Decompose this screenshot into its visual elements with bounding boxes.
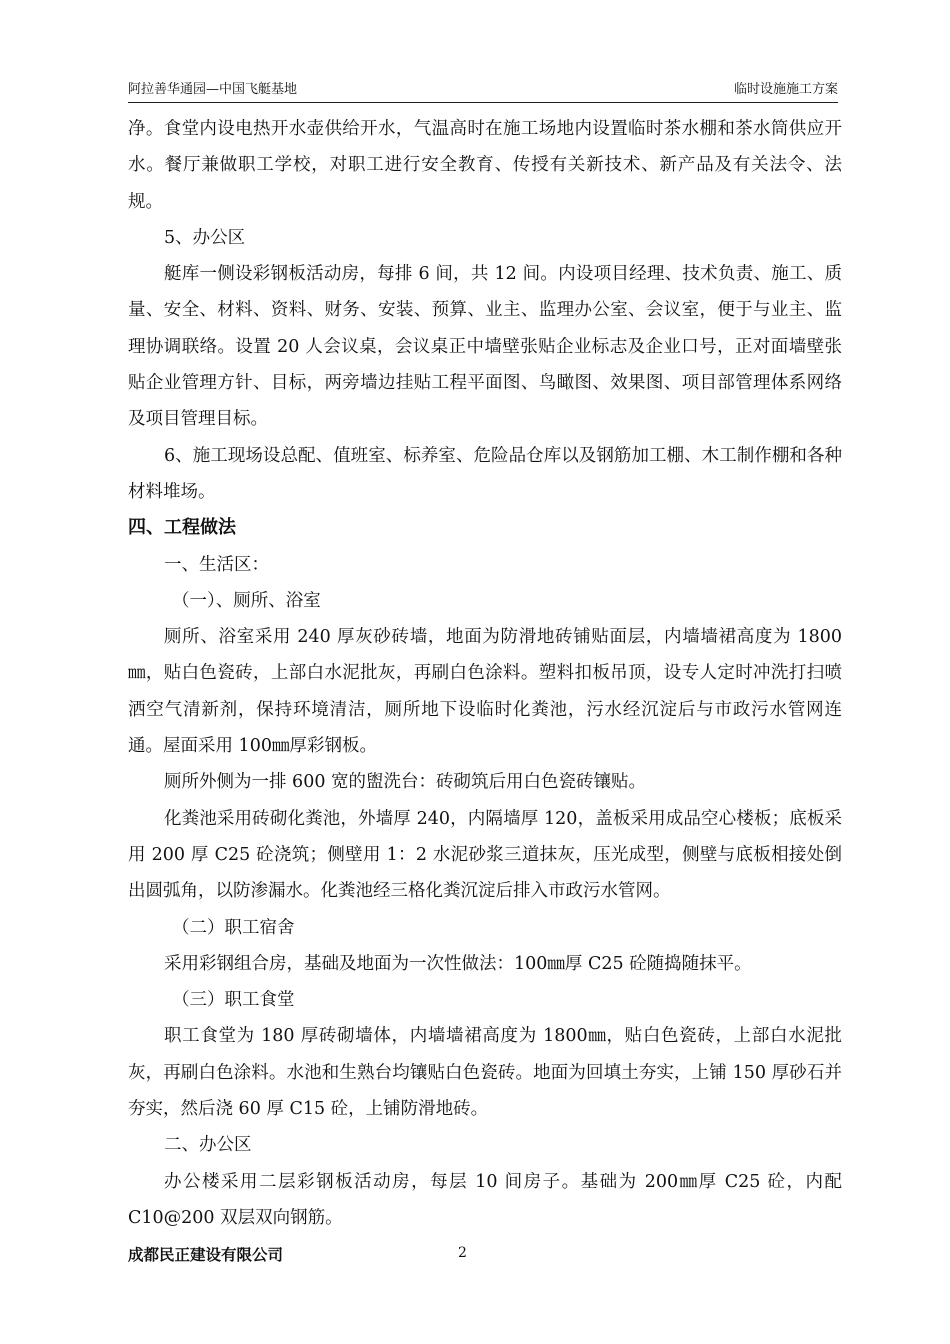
paragraph-office-area: 艇库一侧设彩钢板活动房，每排 6 间，共 12 间。内设项目经理、技术负责、施工、质量、安全、材料、资料、财务、安装、预算、业主、监理办公室、会议室，便于与业主、监理协调联络。设置 20 人会议桌，会议桌正中墙壁张贴企业标志及企业口号，正对面墙壁张贴企业管理方针、目标，两旁墙边挂贴工程平面图、鸟瞰图、效果图、项目部管理体系网络及项目管理目标。 <box>128 264 843 430</box>
document-body <box>128 111 842 1236</box>
header-project-name: 阿拉善华通园—中国飞艇基地 <box>128 82 298 97</box>
footer-company-name: 成都民正建设有限公司 <box>128 1246 284 1264</box>
subheading-staff-dormitory: （二）职工宿舍 <box>172 917 295 938</box>
section-office-area-title: 5、办公区 <box>164 227 246 248</box>
page-header <box>128 78 838 100</box>
header-document-title: 临时设施施工方案 <box>733 82 838 97</box>
subheading-staff-canteen: （三）职工食堂 <box>172 990 295 1011</box>
paragraph-staff-dormitory: 采用彩钢组合房，基础及地面为一次性做法：100㎜厚 C25 砼随捣随抹平。 <box>164 953 752 974</box>
paragraph-septic-tank: 化粪池采用砖砌化粪池，外墙厚 240，内隔墙厚 120，盖板采用成品空心楼板；底板采用 200 厚 C25 砼浇筑；侧壁用 1：2 水泥砂浆三道抹灰，压光成型，侧壁与底板相接处倒出圆弧角，以防渗漏水。化粪池经三格化粪沉淀后排入市政污水管网。 <box>128 808 842 902</box>
subheading-office-area: 二、办公区 <box>164 1135 252 1156</box>
header-divider <box>128 102 838 103</box>
heading-construction-methods: 四、工程做法 <box>128 517 236 539</box>
page-number: 2 <box>458 1245 467 1261</box>
paragraph-toilet-bathroom: 厕所、浴室采用 240 厚灰砂砖墙，地面为防滑地砖铺贴面层，内墙墙裙高度为 1800 ㎜，贴白色瓷砖，上部白水泥批灰，再刷白色涂料。塑料扣板吊顶，设专人定时冲洗打扫喷洒空气清新剂，保持环境清洁，厕所地下设临时化粪池，污水经沉淀后与市政污水管网连通。屋面采用 100㎜厚彩钢板。 <box>128 627 842 757</box>
paragraph-site-facilities: 6、施工现场设总配、值班室、标养室、危险品仓库以及钢筋加工棚、木工制作棚和各种材料堆场。 <box>128 445 842 502</box>
subheading-living-area: 一、生活区： <box>164 554 269 575</box>
paragraph-staff-canteen: 职工食堂为 180 厚砖砌墙体，内墙墙裙高度为 1800㎜，贴白色瓷砖，上部白水泥批灰，再刷白色涂料。水池和生熟台均镶贴白色瓷砖。地面为回填土夯实，上铺 150 厚砂石并夯实，然后浇 60 厚 C15 砼，上铺防滑地砖。 <box>128 1026 842 1120</box>
paragraph-office-building: 办公楼采用二层彩钢板活动房，每层 10 间房子。基础为 200㎜厚 C25 砼，内配 C10@200 双层双向钢筋。 <box>128 1171 842 1228</box>
subheading-toilet-bathroom: （一）、厕所、浴室 <box>172 590 321 611</box>
paragraph-canteen-continued: 净。食堂内设电热开水壶供给开水，气温高时在施工场地内设置临时茶水棚和茶水筒供应开水。餐厅兼做职工学校，对职工进行安全教育、传授有关新技术、新产品及有关法令、法规。 <box>128 119 842 212</box>
paragraph-washstand: 厕所外侧为一排 600 宽的盥洗台：砖砌筑后用白色瓷砖镶贴。 <box>164 772 647 793</box>
